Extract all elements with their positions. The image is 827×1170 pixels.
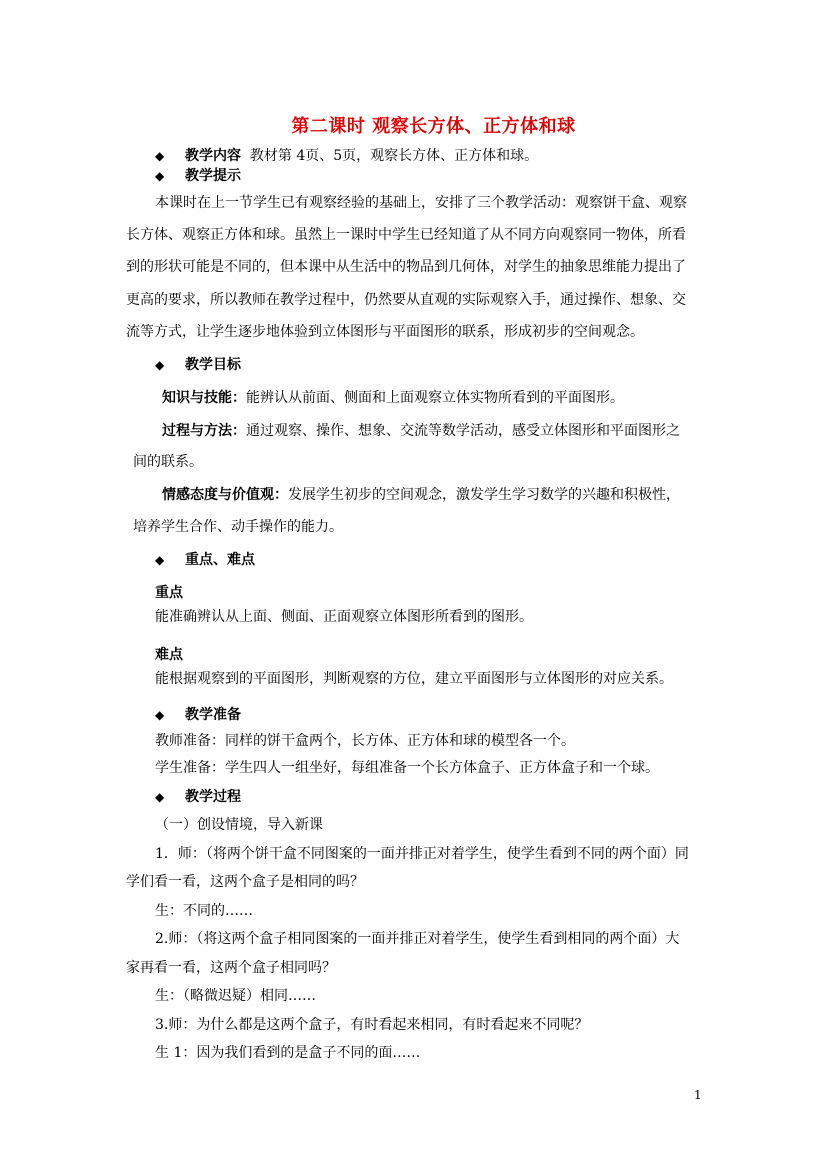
- hint-label: 教学提示: [185, 168, 241, 184]
- diamond-bullet-icon: ◆: [155, 553, 165, 567]
- dialogue-line: 生：（略微迟疑）相同……: [155, 988, 316, 1004]
- dialogue-line: 生 1：因为我们看到的是盒子不同的面……: [155, 1045, 421, 1061]
- goal-text: 通过观察、操作、想象、交流等数学活动，感受立体图形和平面图形之: [246, 423, 680, 439]
- hint-heading: [155, 166, 241, 186]
- dialogue-line: 生：不同的……: [155, 903, 253, 919]
- goal-text: 能辨认从前面、侧面和上面观察立体实物所看到的平面图形。: [246, 390, 624, 406]
- diamond-bullet-icon: ◆: [155, 169, 165, 183]
- goal-label: 情感态度与价值观：: [162, 487, 288, 503]
- goals-label: 教学目标: [185, 357, 241, 373]
- prep-student: 学生准备：学生四人一组坐好，每组准备一个长方体盒子、正方体盒子和一个球。: [155, 760, 659, 776]
- dialogue-line: 1．师：（将两个饼干盒不同图案的一面并排正对着学生，使学生看到不同的两个面）同: [155, 846, 689, 862]
- process-label: 教学过程: [185, 789, 241, 805]
- content-row: [155, 146, 538, 166]
- dialogue-line: 3.师：为什么都是这两个盒子，有时看起来相同，有时看起来不同呢？: [155, 1017, 589, 1033]
- content-text: 教材第 4页、5页，观察长方体、正方体和球。: [249, 148, 539, 164]
- hint-line: 本课时在上一节学生已有观察经验的基础上，安排了三个教学活动：观察饼干盒、观察: [155, 195, 687, 211]
- key-text: 能准确辨认从上面、侧面、正面观察立体图形所看到的图形。: [155, 609, 533, 625]
- goal-attitude: [162, 485, 680, 505]
- goal-label: 过程与方法：: [162, 423, 246, 439]
- hint-line: 流等方式，让学生逐步地体验到立体图形与平面图形的联系，形成初步的空间观念。: [126, 324, 644, 340]
- difficult-label: 难点: [155, 647, 183, 663]
- hint-line: 更高的要求，所以教师在教学过程中，仍然要从直观的实际观察入手，通过操作、想象、交: [126, 292, 686, 308]
- diamond-bullet-icon: ◆: [155, 358, 165, 372]
- goal-attitude-cont: 培养学生合作、动手操作的能力。: [133, 519, 343, 535]
- prep-teacher: 教师准备：同样的饼干盒两个，长方体、正方体和球的模型各一个。: [155, 733, 575, 749]
- goal-process-cont: 间的联系。: [133, 454, 203, 470]
- diamond-bullet-icon: ◆: [155, 790, 165, 804]
- diamond-bullet-icon: ◆: [155, 149, 165, 163]
- goal-knowledge: [162, 388, 624, 408]
- prep-heading: [155, 705, 241, 725]
- process-step: （一）创设情境，导入新课: [155, 817, 323, 833]
- keypoints-heading: [155, 550, 255, 570]
- hint-line: 长方体、观察正方体和球。虽然上一课时中学生已经知道了从不同方向观察同一物体，所看: [126, 227, 686, 243]
- dialogue-line: 家再看一看，这两个盒子相同吗？: [126, 960, 336, 976]
- page-number: 1: [694, 1088, 702, 1102]
- dialogue-line: 学们看一看，这两个盒子是相同的吗？: [126, 874, 364, 890]
- goals-heading: [155, 355, 241, 375]
- goal-label: 知识与技能：: [162, 390, 246, 406]
- content-label: 教学内容: [185, 148, 241, 164]
- hint-line: 到的形状可能是不同的，但本课中从生活中的物品到几何体，对学生的抽象思维能力提出了: [126, 259, 686, 275]
- keypoints-label: 重点、难点: [185, 552, 255, 568]
- goal-text: 发展学生初步的空间观念，激发学生学习数学的兴趣和积极性，: [288, 487, 680, 503]
- prep-label: 教学准备: [185, 707, 241, 723]
- process-heading: [155, 787, 241, 807]
- difficult-text: 能根据观察到的平面图形，判断观察的方位，建立平面图形与立体图形的对应关系。: [155, 671, 673, 687]
- diamond-bullet-icon: ◆: [155, 708, 165, 722]
- dialogue-line: 2.师：（将这两个盒子相同图案的一面并排正对着学生，使学生看到相同的两个面）大: [155, 931, 680, 947]
- lesson-title: 第二课时 观察长方体、正方体和球: [291, 116, 576, 137]
- key-label: 重点: [155, 585, 183, 601]
- goal-process: [162, 421, 680, 441]
